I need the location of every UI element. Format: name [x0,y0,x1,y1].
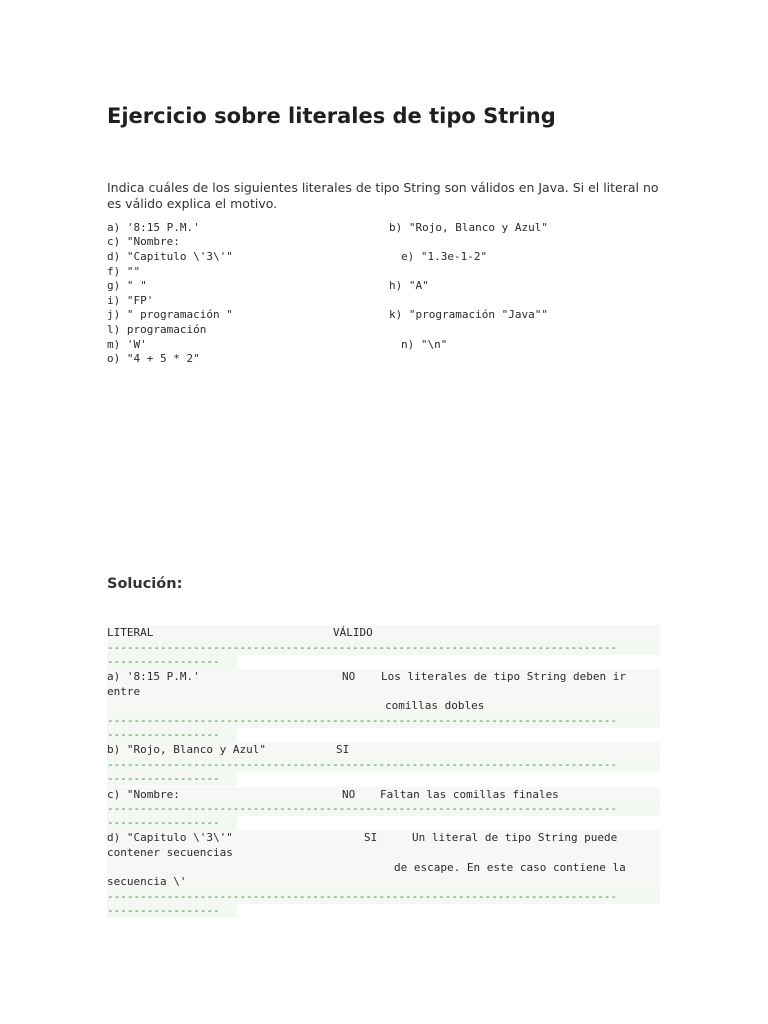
solution-row-d-cont [107,860,660,875]
separator-line: ----------------------------------------------------------------------------- [107,640,660,655]
exercise-item-h: h) "A" [389,279,429,292]
exercise-item-l: l) programación [107,323,207,336]
row-a-reason: Los literales de tipo String deben ir [381,670,627,683]
row-c-literal: c) "Nombre: [107,788,180,801]
row-a-reason-cont: comillas dobles [385,699,485,712]
separator-line: ----------------------------------------------------------------------------- [107,757,660,772]
solution-heading-text: Solución [107,576,177,592]
solution-header-row [107,625,660,640]
exercise-item-g: g) " " [107,279,147,292]
exercise-item-c: c) "Nombre: [107,235,180,248]
page-title: Ejercicio sobre literales de tipo String [107,104,556,128]
exercise-item-a: a) '8:15 P.M.' [107,221,200,234]
exercise-item-f: f) "" [107,265,141,278]
exercise-item-m: m) 'W' [107,338,147,351]
row-d-reason: Un literal de tipo String puede [412,831,618,844]
intro-paragraph: Indica cuáles de los siguientes literales de tipo String son válidos en Java. Si el literal no es válido explica el motivo. [107,180,659,211]
row-d-literal: d) "Capitulo \'3\'" [107,831,233,844]
exercise-item-j: j) " programación " [107,308,233,321]
separator-line: ----------------------------------------------------------------------------- [107,801,660,816]
solution-row-d [107,830,660,845]
row-a-valid: NO [342,670,356,683]
header-valid: VÁLIDO [333,626,373,639]
header-literal: LITERAL [107,626,154,639]
exercise-item-o: o) "4 + 5 * 2" [107,352,200,365]
separator-line-tail: ----------------- [107,815,237,830]
solution-row-b [107,742,660,757]
solution-row-d-cont-wrap: secuencia \' [107,874,660,889]
solution-row-c [107,787,660,802]
row-a-literal: a) '8:15 P.M.' [107,670,200,683]
exercise-item-k: k) "programación "Java"" [389,308,548,321]
solution-heading [107,573,182,595]
separator-line-tail: ----------------- [107,727,237,742]
exercise-item-d: d) "Capitulo \'3\'" [107,250,233,263]
row-d-reason-cont: de escape. En este caso contiene la [394,861,626,874]
exercise-item-i: i) "FP' [107,294,154,307]
exercise-item-n: n) "\n" [401,338,448,351]
row-b-literal: b) "Rojo, Blanco y Azul" [107,743,266,756]
exercise-item-b: b) "Rojo, Blanco y Azul" [389,221,548,234]
row-c-valid: NO [342,788,356,801]
exercise-item-e: e) "1.3e-1-2" [401,250,488,263]
separator-line: ----------------------------------------------------------------------------- [107,889,660,904]
separator-line: ----------------------------------------------------------------------------- [107,713,660,728]
solution-heading-colon: : [176,576,183,592]
solution-row-d-wrap: contener secuencias [107,845,660,860]
separator-line-tail: ----------------- [107,903,237,918]
separator-line-tail: ----------------- [107,771,237,786]
solution-row-a-wrap: entre [107,684,660,699]
solution-row-a-cont [107,698,660,713]
solution-row-a [107,669,660,684]
row-c-reason: Faltan las comillas finales [380,788,559,801]
row-d-valid: SI [364,831,378,844]
row-b-valid: SI [336,743,350,756]
separator-line-tail: ----------------- [107,654,237,669]
